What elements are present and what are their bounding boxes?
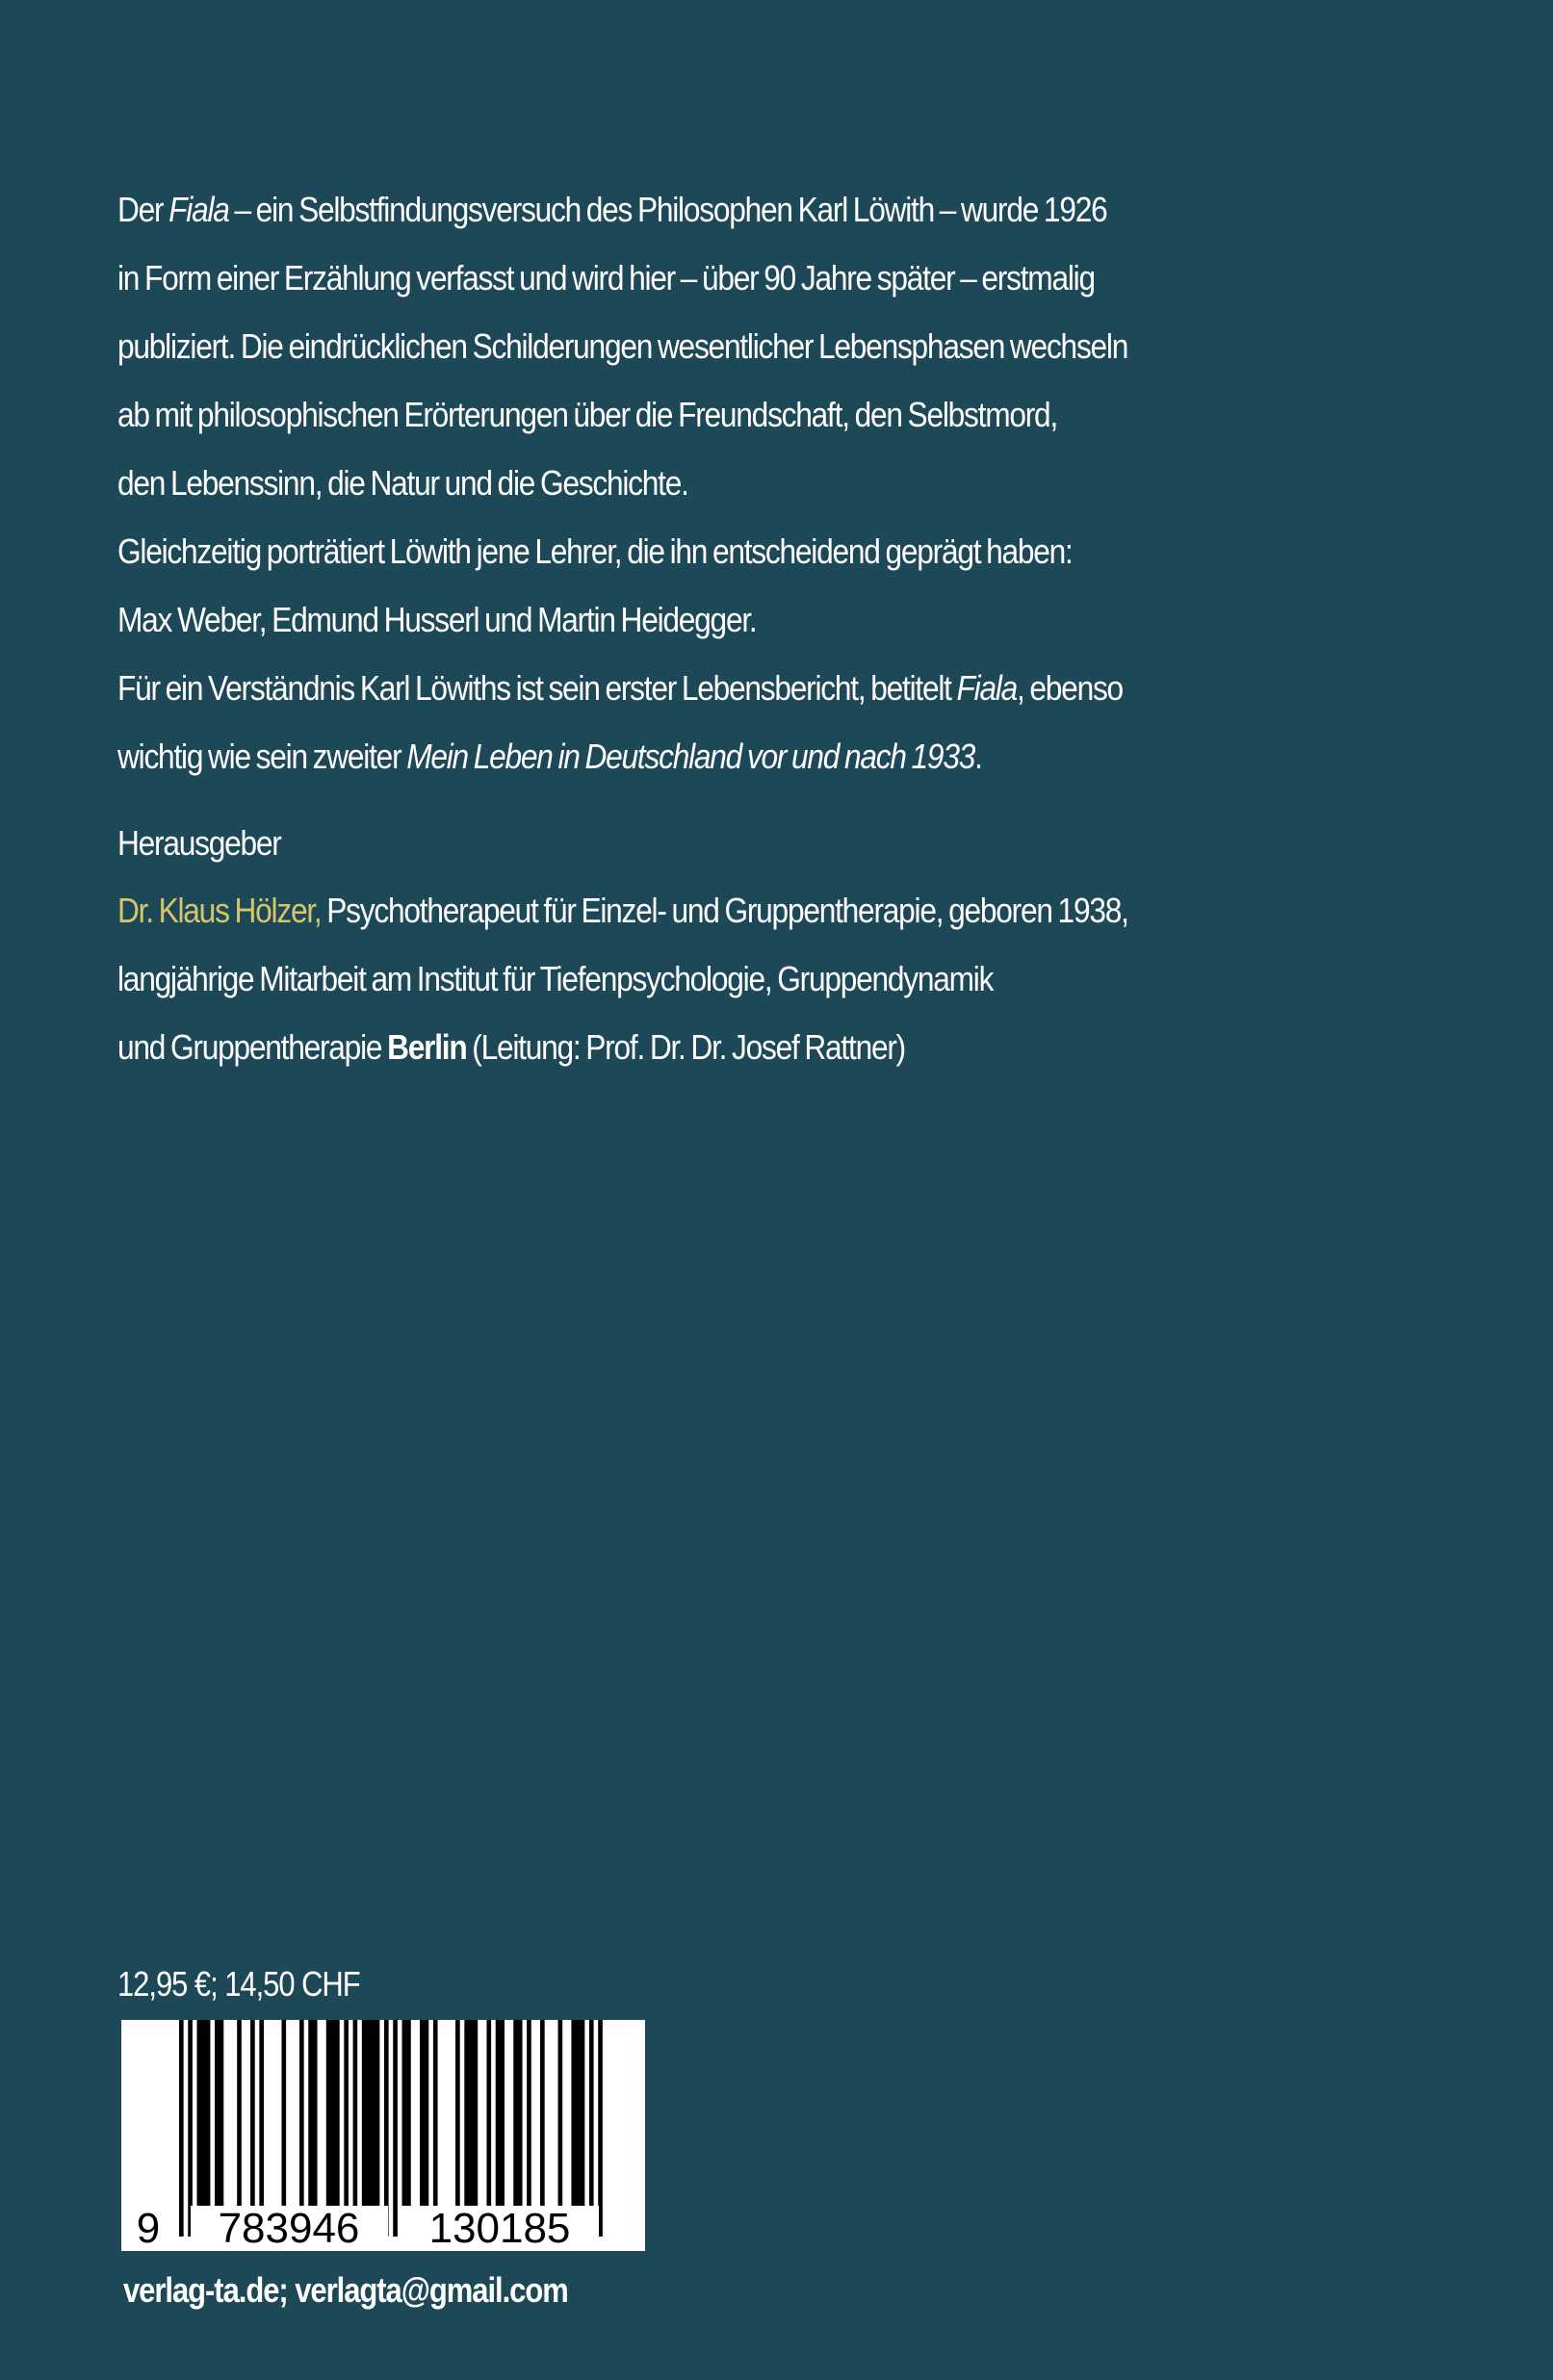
barcode-bar [402, 2020, 411, 2206]
title-italic: Fiala [956, 668, 1018, 708]
barcode-bar [299, 2020, 304, 2206]
barcode-bar [281, 2020, 286, 2206]
barcode-bar [384, 2020, 389, 2237]
editor-name: Dr. Klaus Hölzer, [117, 891, 322, 930]
editor-line: und Gruppentherapie Berlin (Leitung: Prof. Dr. Dr. Josef Rattner) [117, 1027, 905, 1067]
barcode-bar [464, 2020, 478, 2206]
editor-section [117, 811, 1185, 1081]
barcode-bar [496, 2020, 505, 2206]
barcode-bar [571, 2020, 584, 2206]
barcode-bar [558, 2020, 563, 2206]
blurb-line: ab mit philosophischen Erörterungen über die Freundschaft, den Selbstmord, [117, 395, 1058, 434]
city-name: Berlin [387, 1027, 467, 1067]
barcode-bar [420, 2020, 428, 2206]
barcode-bar [540, 2020, 545, 2206]
editor-heading: Herausgeber [117, 823, 281, 863]
barcode-bar [259, 2020, 264, 2206]
barcode-bar [589, 2020, 594, 2237]
barcode-bar [362, 2020, 380, 2206]
barcode-bar [393, 2020, 398, 2237]
barcode-graphic [121, 2020, 645, 2251]
title-italic: Fiala [168, 190, 229, 229]
barcode-bar [598, 2020, 603, 2237]
barcode-bar [527, 2020, 531, 2206]
barcode-bar [344, 2020, 349, 2206]
barcode-bar [513, 2020, 522, 2206]
barcode-bar [353, 2020, 358, 2206]
barcode-bar [326, 2020, 340, 2206]
blurb-line: Gleichzeitig porträtiert Löwith jene Lehrer, die ihn entscheidend geprägt haben: [117, 531, 1073, 571]
barcode-bar [433, 2020, 438, 2206]
isbn-barcode [121, 2020, 645, 2251]
barcode-bar [308, 2020, 317, 2206]
barcode-bar [455, 2020, 460, 2206]
barcode-digits-left: 783946 [218, 2205, 360, 2251]
barcode-bar [188, 2020, 193, 2237]
blurb-line: Der Fiala – ein Selbstfindungsversuch des Philosophen Karl Löwith – wurde 1926 [117, 190, 1107, 229]
price-label: 12,95 €; 14,50 CHF [117, 1964, 360, 2004]
barcode-bar [215, 2020, 223, 2206]
barcode-bar [486, 2020, 491, 2206]
title-italic: Mein Leben in Deutschland vor und nach 1933 [406, 737, 975, 776]
barcode-digits-right: 130185 [428, 2205, 571, 2251]
blurb-line: den Lebenssinn, die Natur und die Geschichte. [117, 463, 688, 503]
publisher-contact: verlag-ta.de; verlagta@gmail.com [123, 2270, 568, 2310]
barcode-bar [179, 2020, 184, 2237]
editor-line: langjährige Mitarbeit am Institut für Tiefenpsychologie, Gruppendynamik [117, 959, 994, 998]
barcode-bar [197, 2020, 211, 2206]
barcode-bar [237, 2020, 242, 2206]
barcode-bar [250, 2020, 255, 2206]
blurb-line: publiziert. Die eindrücklichen Schilderungen wesentlicher Lebensphasen wechseln [117, 326, 1128, 366]
blurb-line: wichtig wie sein zweiter Mein Leben in Deutschland vor und nach 1933. [117, 737, 982, 776]
blurb-text [117, 175, 1185, 790]
blurb-line: in Form einer Erzählung verfasst und wird hier – über 90 Jahre später – erstmalig [117, 258, 1095, 298]
barcode-digit-first: 9 [136, 2205, 161, 2251]
editor-line: Dr. Klaus Hölzer, Psychotherapeut für Einzel- und Gruppentherapie, geboren 1938, [117, 891, 1128, 930]
blurb-line: Max Weber, Edmund Husserl und Martin Heidegger. [117, 600, 757, 639]
blurb-line: Für ein Verständnis Karl Löwiths ist sein erster Lebensbericht, betitelt Fiala, ebenso [117, 668, 1123, 708]
